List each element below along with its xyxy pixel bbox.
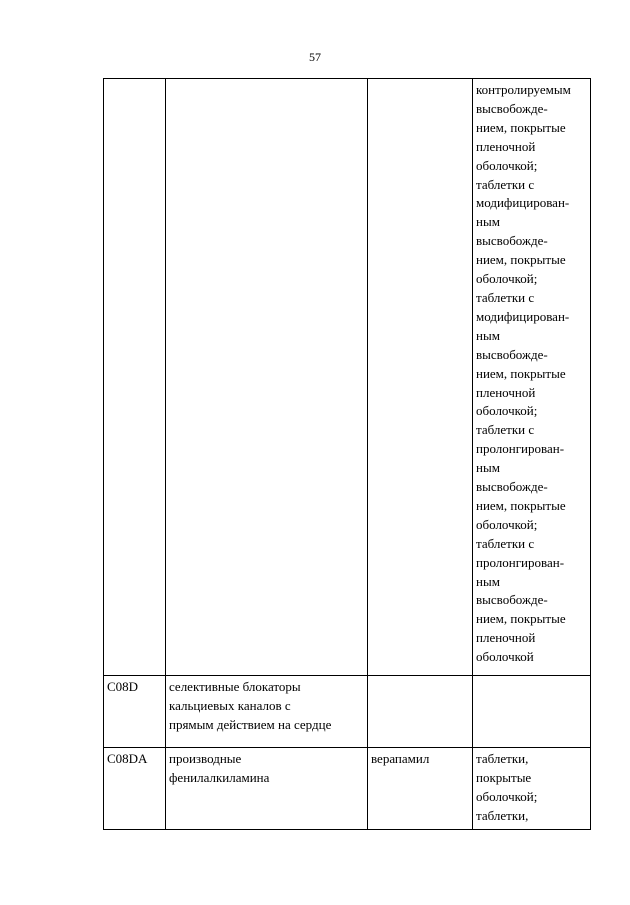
dosage-forms-cell-line: ным [476,327,500,343]
dosage-forms-cell [473,676,591,748]
dosage-forms-cell-line: оболочкой; [476,271,538,287]
dosage-forms-cell-line: высвобожде- [476,233,548,249]
dosage-forms-cell-line: оболочкой; [476,516,538,532]
drug-name-cell [368,676,473,748]
dosage-forms-cell-line: нием, покрытые [476,611,566,627]
dosage-forms-cell-line: оболочкой; [476,157,538,173]
group-name-cell [166,748,368,830]
table-body [104,79,591,830]
dosage-forms-cell-line: нием, покрытые [476,252,566,268]
dosage-forms-cell-line: таблетки, [476,807,529,823]
dosage-forms-cell-line: таблетки с [476,289,535,305]
dosage-forms-cell-line: ным [476,214,500,230]
dosage-forms-cell-line: высвобожде- [476,100,548,116]
dosage-forms-cell-line: пленочной [476,138,536,154]
group-name-cell-line: селективные блокаторы [169,679,301,694]
drug-name-cell: верапамил [368,748,473,830]
dosage-forms-cell-line: таблетки с [476,422,535,438]
page-number: 57 [309,50,321,64]
dosage-forms-cell [473,79,591,676]
dosage-forms-cell-line: высвобожде- [476,479,548,495]
drug-name-cell [368,79,473,676]
dosage-forms-cell-line: высвобожде- [476,346,548,362]
dosage-forms-cell-line: пролонгирован- [476,554,565,570]
atc-code-cell [104,79,166,676]
table-row [104,79,591,676]
drug-table [103,78,591,830]
dosage-forms-cell-line: покрытые [476,769,532,785]
table-row [104,748,591,830]
group-name-cell-line: кальциевых каналов с [169,697,291,713]
dosage-forms-cell-line: оболочкой; [476,788,538,804]
atc-code-cell: C08D [104,676,166,748]
group-name-cell-line: фенилалкиламина [169,769,270,785]
dosage-forms-cell-line: ным [476,460,500,476]
dosage-forms-cell-line: контролируемым [476,82,571,97]
dosage-forms-cell-line: нием, покрытые [476,497,566,513]
atc-code-cell: C08DA [104,748,166,830]
group-name-cell-line: производные [169,751,242,766]
group-name-cell-line: прямым действием на сердце [169,716,332,732]
group-name-cell [166,79,368,676]
group-name-cell [166,676,368,748]
dosage-forms-cell-line: высвобожде- [476,592,548,608]
dosage-forms-cell-line: таблетки с [476,535,535,551]
dosage-forms-cell-line: нием, покрытые [476,365,566,381]
table-row [104,676,591,748]
dosage-forms-cell-line: оболочкой [476,649,534,665]
dosage-forms-cell-line: пленочной [476,384,536,400]
dosage-forms-cell-line: модифицирован- [476,195,570,211]
dosage-forms-cell-line: нием, покрытые [476,119,566,135]
dosage-forms-cell-line: модифицирован- [476,308,570,324]
dosage-forms-cell [473,748,591,830]
dosage-forms-cell-line: таблетки с [476,176,535,192]
dosage-forms-cell-line: пленочной [476,630,536,646]
dosage-forms-cell-line: ным [476,573,500,589]
dosage-forms-cell-line: оболочкой; [476,403,538,419]
dosage-forms-cell-line: пролонгирован- [476,441,565,457]
dosage-forms-cell-line: таблетки, [476,751,529,766]
